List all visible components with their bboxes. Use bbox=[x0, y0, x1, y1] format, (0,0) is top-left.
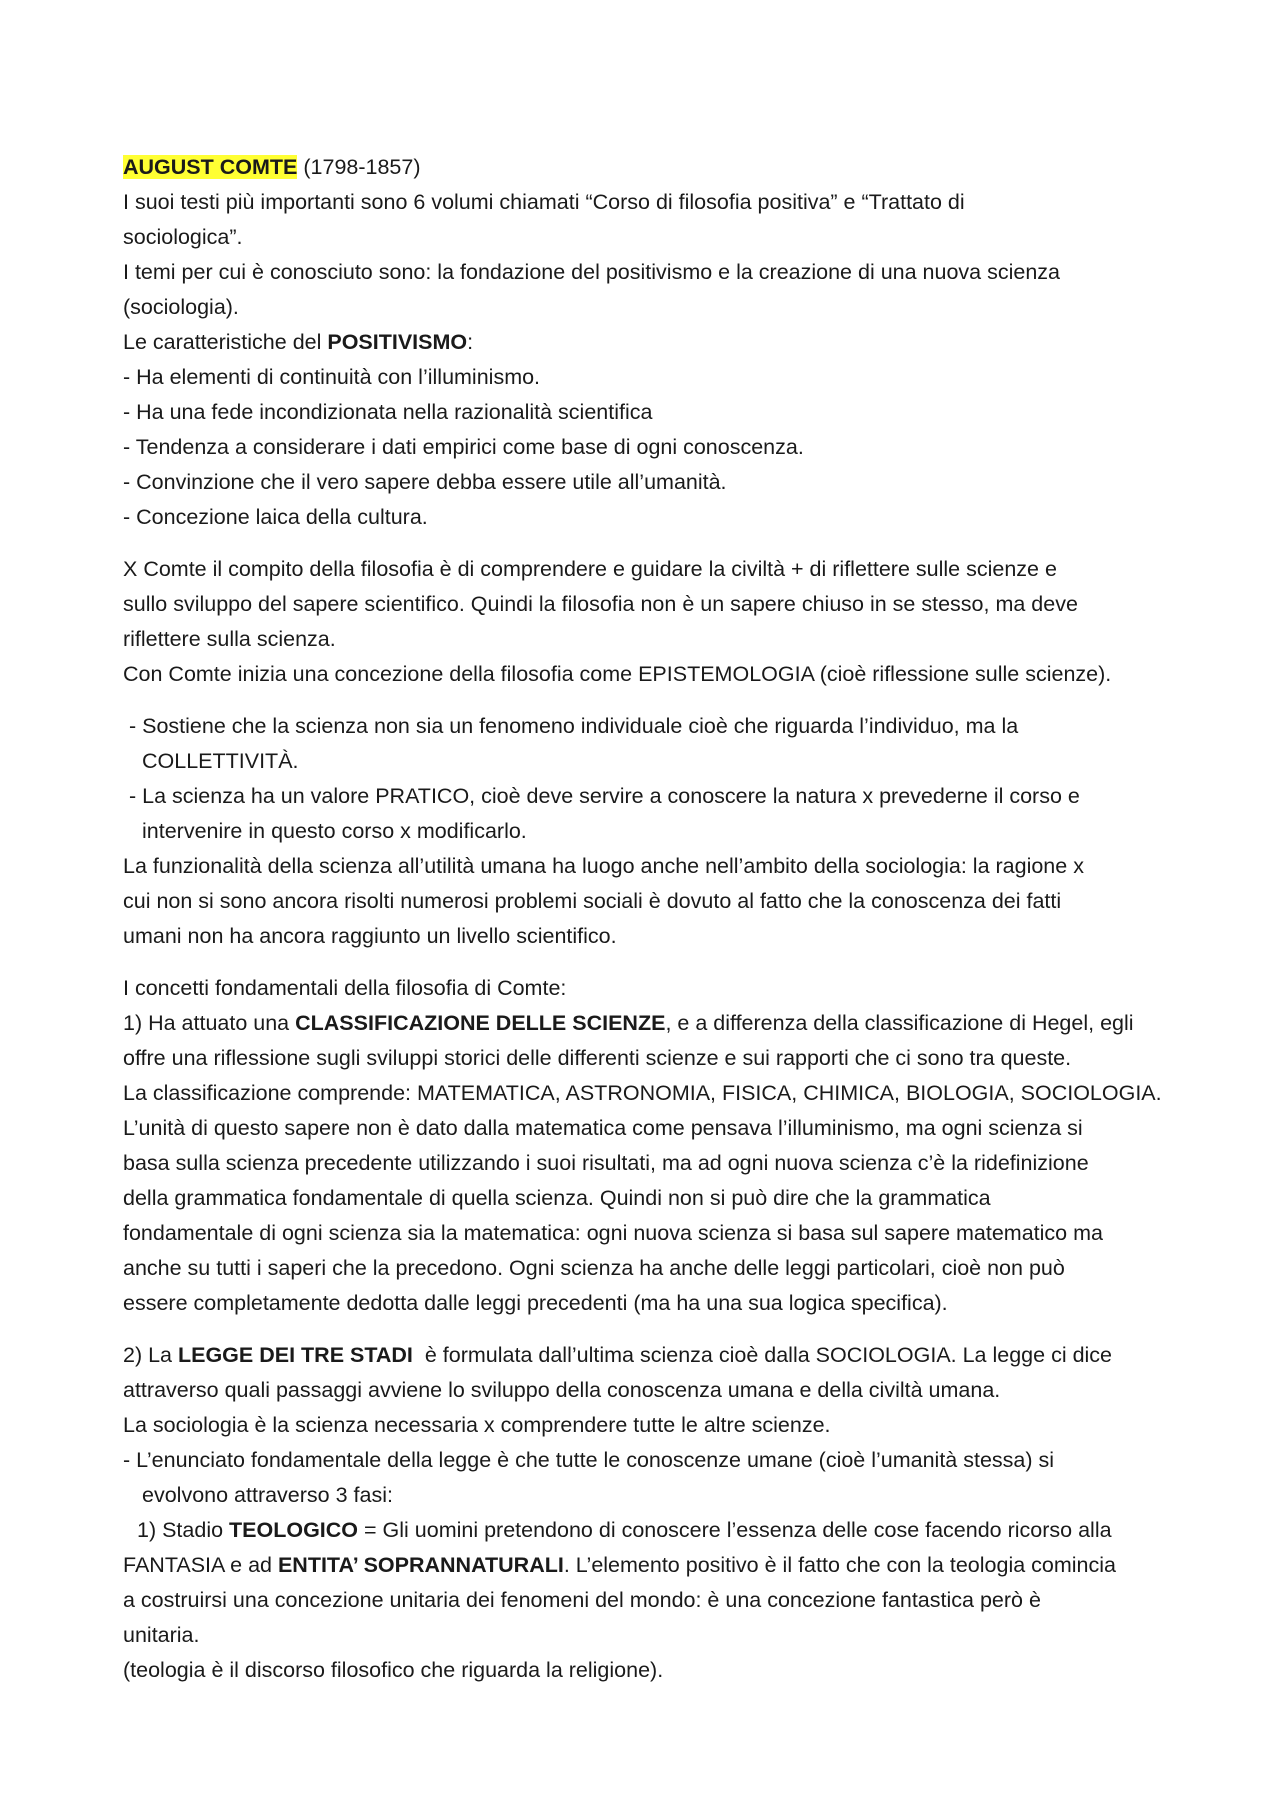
text-line: anche su tutti i saperi che la precedono. Ogni scienza ha anche delle leggi particolari, cioè non può bbox=[123, 1256, 1065, 1280]
list-item: - Concezione laica della cultura. bbox=[123, 505, 428, 529]
text-line: riflettere sulla scienza. bbox=[123, 627, 336, 651]
bold-term: LEGGE DEI TRE STADI bbox=[177, 1343, 413, 1367]
paragraph-gap bbox=[123, 954, 1183, 971]
text-line: X Comte il compito della filosofia è di comprendere e guidare la civiltà + di riflettere sulle scienze e bbox=[123, 557, 1057, 581]
text-line: I temi per cui è conosciuto sono: la fondazione del positivismo e la creazione di una nuova scienza bbox=[123, 260, 1060, 284]
highlighted-title: AUGUST COMTE bbox=[123, 155, 298, 179]
paragraph-gap bbox=[123, 692, 1183, 709]
text-line: (sociologia). bbox=[123, 295, 239, 319]
text-line: a costruirsi una concezione unitaria dei fenomeni del mondo: è una concezione fantastica però è bbox=[123, 1588, 1041, 1612]
stage-line: 1) Stadio TEOLOGICO = Gli uomini pretendono di conoscere l’essenza delle cose facendo ricorso alla bbox=[137, 1518, 1112, 1542]
text-line: offre una riflessione sugli sviluppi storici delle differenti scienze e sui rapporti che ci sono tra queste. bbox=[123, 1046, 1072, 1070]
text-line: sociologica”. bbox=[123, 225, 243, 249]
list-item: - Convinzione che il vero sapere debba essere utile all’umanità. bbox=[123, 470, 727, 494]
text-line: cui non si sono ancora risolti numerosi problemi sociali è dovuto al fatto che la conoscenza dei fatti bbox=[123, 889, 1062, 913]
text-line: sullo sviluppo del sapere scientifico. Quindi la filosofia non è un sapere chiuso in se stesso, ma deve bbox=[123, 592, 1078, 616]
text-line: (teologia è il discorso filosofico che riguarda la religione). bbox=[123, 1658, 664, 1682]
list-item: - Tendenza a considerare i dati empirici come base di ogni conoscenza. bbox=[123, 435, 804, 459]
list-item: - La scienza ha un valore PRATICO, cioè deve servire a conoscere la natura x prevederne il corso e bbox=[129, 784, 1080, 808]
text-line: della grammatica fondamentale di quella scienza. Quindi non si può dire che la grammatica bbox=[123, 1186, 991, 1210]
heading-line bbox=[123, 150, 1183, 185]
bold-term: CLASSIFICAZIONE DELLE SCIENZE bbox=[295, 1011, 666, 1035]
text-line: essere completamente dedotta dalle leggi precedenti (ma ha una sua logica specifica). bbox=[123, 1291, 948, 1315]
text-line: fondamentale di ogni scienza sia la matematica: ogni nuova scienza si basa sul sapere matematico ma bbox=[123, 1221, 1103, 1245]
three-stages-line: 2) La LEGGE DEI TRE STADI è formulata dall’ultima scienza cioè dalla SOCIOLOGIA. La legge ci dice bbox=[123, 1343, 1113, 1367]
positivism-intro-line: Le caratteristiche del POSITIVISMO: bbox=[123, 330, 474, 354]
classification-line: 1) Ha attuato una CLASSIFICAZIONE DELLE SCIENZE, e a differenza della classificazione di Hegel, egli bbox=[123, 1011, 1134, 1035]
list-item: - L’enunciato fondamentale della legge è che tutte le conoscenze umane (cioè l’umanità stessa) si bbox=[123, 1448, 1055, 1472]
text-line: attraverso quali passaggi avviene lo sviluppo della conoscenza umana e della civiltà umana. bbox=[123, 1378, 1001, 1402]
list-item: - Ha elementi di continuità con l’illuminismo. bbox=[123, 365, 541, 389]
paragraph-gap bbox=[123, 535, 1183, 552]
document-page bbox=[123, 150, 1183, 1688]
text-line: I concetti fondamentali della filosofia di Comte: bbox=[123, 976, 567, 1000]
text-line: Con Comte inizia una concezione della filosofia come EPISTEMOLOGIA (cioè riflessione sulle scienze). bbox=[123, 662, 1112, 686]
text-line: unitaria. bbox=[123, 1623, 200, 1647]
text-line: La funzionalità della scienza all’utilità umana ha luogo anche nell’ambito della sociologia: la ragione x bbox=[123, 854, 1084, 878]
text-line: umani non ha ancora raggiunto un livello scientifico. bbox=[123, 924, 617, 948]
text-line: La classificazione comprende: MATEMATICA, ASTRONOMIA, FISICA, CHIMICA, BIOLOGIA, SOCIOLOGIA. bbox=[123, 1081, 1162, 1105]
list-item-continuation: evolvono attraverso 3 fasi: bbox=[142, 1483, 393, 1507]
list-item-continuation: intervenire in questo corso x modificarlo. bbox=[142, 819, 527, 843]
bold-term: ENTITA’ SOPRANNATURALI bbox=[277, 1553, 564, 1577]
stage-line: FANTASIA e ad ENTITA’ SOPRANNATURALI. L’elemento positivo è il fatto che con la teologia comincia bbox=[123, 1553, 1116, 1577]
bold-term: TEOLOGICO bbox=[229, 1518, 359, 1542]
paragraph-gap bbox=[123, 1321, 1183, 1338]
text-line: I suoi testi più importanti sono 6 volumi chiamati “Corso di filosofia positiva” e “Trattato di bbox=[123, 190, 965, 214]
text-line: La sociologia è la scienza necessaria x comprendere tutte le altre scienze. bbox=[123, 1413, 831, 1437]
list-item: - Ha una fede incondizionata nella razionalità scientifica bbox=[123, 400, 653, 424]
title-years: (1798-1857) bbox=[297, 155, 421, 179]
list-item: - Sostiene che la scienza non sia un fenomeno individuale cioè che riguarda l’individuo, ma la bbox=[129, 714, 1019, 738]
bold-term: POSITIVISMO bbox=[327, 330, 468, 354]
text-line: L’unità di questo sapere non è dato dalla matematica come pensava l’illuminismo, ma ogni scienza si bbox=[123, 1116, 1083, 1140]
text-line: basa sulla scienza precedente utilizzando i suoi risultati, ma ad ogni nuova scienza c’è la ridefinizione bbox=[123, 1151, 1089, 1175]
list-item-continuation: COLLETTIVITÀ. bbox=[142, 749, 299, 773]
